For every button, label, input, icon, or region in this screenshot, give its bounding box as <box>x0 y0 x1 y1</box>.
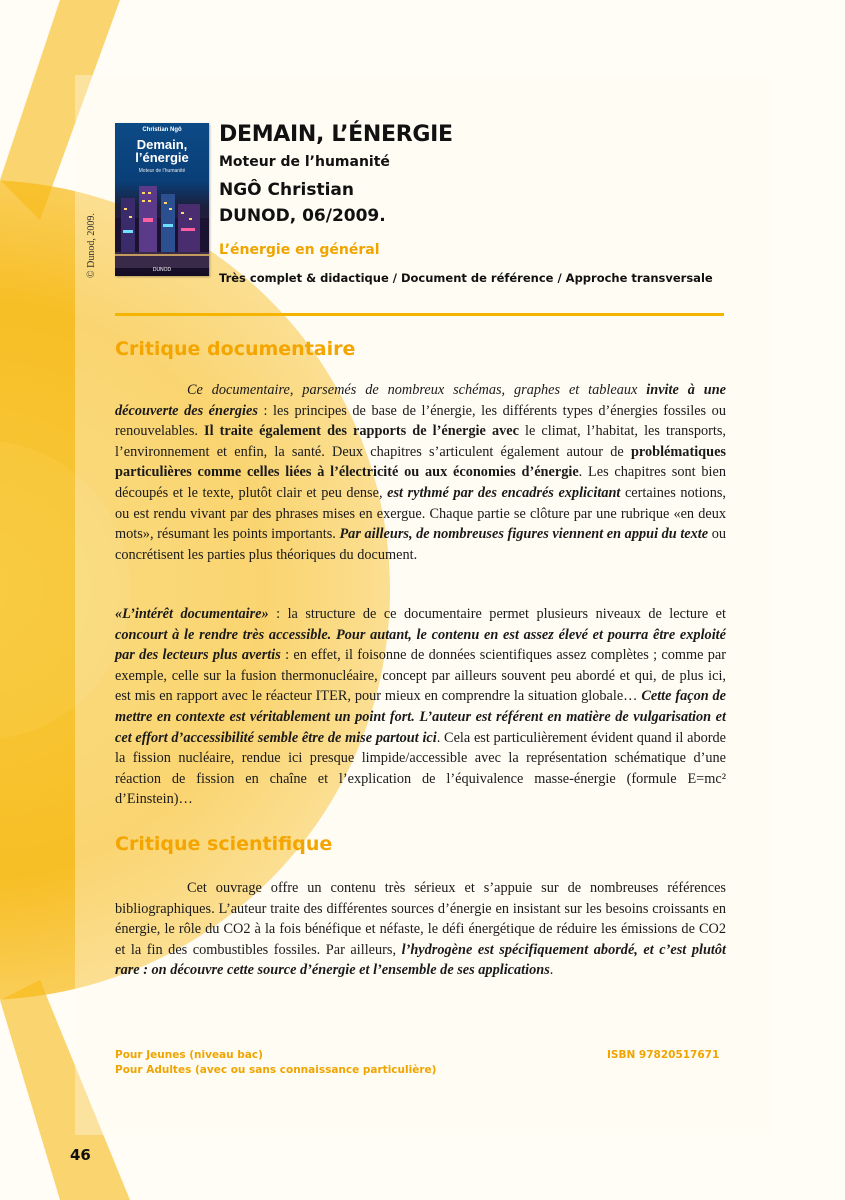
cover-title-line2: l’énergie <box>135 150 189 165</box>
cover-title-line1: Demain, <box>136 137 188 152</box>
text-run: est rythmé par des encadrés explicitant <box>387 484 621 501</box>
text-run: . Cela est particulièrement évident quand il aborde la fission nucléaire, rendue ici presque limpide/accessible avec la représentation schématique d’une réaction de fission en chaîne et l’explication de l’équivalence masse-énergie (formule E=mc² d’Einstein)… <box>115 729 726 808</box>
header-divider <box>115 313 724 316</box>
audience-young: Pour Jeunes (niveau bac) <box>115 1049 263 1061</box>
text-run: certaines notions, ou est rendu vivant par des phrases mises en exergue. Chaque partie se clôture par une rubrique «en deux mots», résumant les points importants. <box>115 484 726 543</box>
text-run: . Les chapitres sont bien découpés et le texte, plutôt clair et peu dense, <box>115 464 726 501</box>
cover-title <box>115 138 209 164</box>
cover-author: Christian Ngô <box>142 127 182 133</box>
cover-city-illustration <box>115 178 209 268</box>
text-run: Cet ouvrage offre un contenu très sérieux et s’appuie sur de nombreuses références bibliographiques. L’auteur traite des différentes sources d’énergie en insistant sur les besoins croissants en énergie, le rôle du CO2 à la fois bénéfique et néfaste, le défi énergétique de réduire les émissions de CO2 et la fin des combustibles fossiles. Par ailleurs, <box>115 880 726 958</box>
text-run: . <box>549 962 554 979</box>
book-tags: Très complet & didactique / Document de référence / Approche transversale <box>219 271 713 285</box>
text-run: invite à une découverte des énergies <box>115 382 726 419</box>
copyright-notice: © Dunod, 2009. <box>86 213 97 278</box>
paragraph-documentaire-2 <box>115 604 726 810</box>
text-run: Ce documentaire, parsemés de nombreux schémas, graphes et tableaux <box>187 382 647 398</box>
text-run: : en effet, il foisonne de données scientifiques assez complètes ; comme par exemple, celle sur la fusion thermonucléaire, concept par ailleurs souvent peu abordé et qui, de plus ici, est mis en rapport avec le réacteur ITER, pour mieux en comprendre la situation globale… <box>115 647 727 705</box>
book-publisher: DUNOD, 06/2009. <box>219 206 386 226</box>
text-run: l’hydrogène est spécifiquement abordé, et c’est plutôt rare : on découvre cette source d’énergie et l’ensemble de ses applications <box>115 941 726 979</box>
book-title: DEMAIN, L’ÉNERGIE <box>219 122 453 147</box>
text-run: ou concrétisent les parties plus théoriques du document. <box>115 526 726 563</box>
cover-publisher: DUNOD <box>152 267 172 273</box>
section-heading-documentaire: Critique documentaire <box>115 338 356 360</box>
book-cover-image <box>115 123 209 276</box>
audience-adults: Pour Adultes (avec ou sans connaissance particulière) <box>115 1064 437 1076</box>
text-run: concourt à le rendre très accessible. Pour autant, le contenu en est assez élevé et pourra être exploité par des lecteurs plus avertis <box>115 626 726 664</box>
page-number: 46 <box>70 1146 91 1164</box>
isbn: ISBN 97820517671 <box>607 1049 720 1061</box>
text-run: Par ailleurs, de nombreuses figures viennent en appui du texte <box>339 526 709 543</box>
book-category: L’énergie en général <box>219 242 380 258</box>
paragraph-scientifique-1 <box>115 878 726 981</box>
text-run: problématiques particulières comme celles liées à l’électricité ou aux économies d’énergie <box>115 443 726 481</box>
text-run: «L’intérêt documentaire» <box>115 606 269 622</box>
cover-subtitle: Moteur de l’humanité <box>138 168 186 174</box>
text-run: : les principes de base de l’énergie, les différents types d’énergies fossiles ou renouvelables. <box>115 402 726 440</box>
book-subtitle: Moteur de l’humanité <box>219 154 390 170</box>
paragraph-documentaire-1 <box>115 380 726 565</box>
text-run: : la structure de ce documentaire permet plusieurs niveaux de lecture et <box>268 606 726 622</box>
text-run: Il traite également des rapports de l’énergie avec <box>204 423 519 440</box>
text-run: le climat, l’habitat, les transports, l’environnement et enfin, la santé. Deux chapitres s’articulent également autour de <box>115 423 726 460</box>
text-run: Cette façon de mettre en contexte est véritablement un point fort. L’auteur est référent en matière de vulgarisation et cet effort d’accessibilité semble être de mise partout ici <box>115 688 726 746</box>
section-heading-scientifique: Critique scientifique <box>115 833 333 855</box>
book-author: NGÔ Christian <box>219 180 354 200</box>
